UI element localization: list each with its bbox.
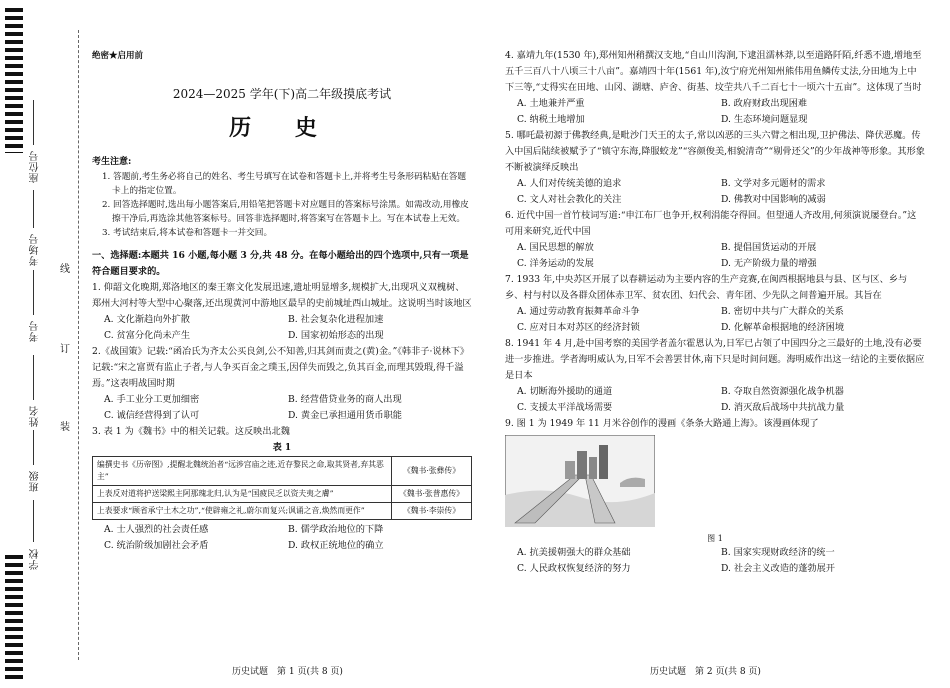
- option-a[interactable]: A. 抗美援朝强大的群众基础: [517, 547, 631, 558]
- option-a[interactable]: A. 手工业分工更加细密: [104, 394, 200, 405]
- option-b[interactable]: B. 夺取自然资源强化战争机器: [721, 386, 844, 397]
- table-row: [93, 503, 472, 520]
- building-shape: [599, 445, 608, 479]
- question-2-stem: 2.《战国策》记载:“函冶氏为齐太公买良剑,公不知善,归其剑而责之(黄)金。”《韩非子·说林下》记载:“宋之富贾有监止子者,与人争买百金之璞玉,因佯失而毁之,负其百金,而理其毁瑕,得千溢焉。”这表明战国时期: [92, 346, 470, 389]
- option-a[interactable]: A. 文化渐趋向外扩散: [104, 314, 190, 325]
- question-2-options: [92, 392, 472, 424]
- binding-strip: [0, 0, 82, 688]
- option-c[interactable]: C. 文人对社会教化的关注: [517, 194, 622, 205]
- building-shape: [577, 451, 587, 479]
- section-heading: 一、选择题:本题共 16 小题,每小题 3 分,共 48 分。在每小题给出的四个选项中,只有一项是符合题目要求的。: [92, 250, 469, 277]
- option-a[interactable]: A. 国民思想的解放: [517, 242, 594, 253]
- field-school-line: [33, 500, 34, 542]
- option-b[interactable]: B. 文学对多元题材的需求: [721, 178, 826, 189]
- table-cell-source: 《魏书·李崇传》: [392, 503, 472, 520]
- cartoon-figure: [505, 435, 655, 527]
- option-d[interactable]: D. 消灭敌后战场中共抗战力量: [721, 402, 845, 413]
- question-9-stem: 9. 图 1 为 1949 年 11 月米谷创作的漫画《条条大路通上海》。该漫画体现了: [505, 418, 819, 429]
- option-d[interactable]: D. 佛教对中国影响的减弱: [721, 194, 826, 205]
- field-seat-label: 座位号: [30, 150, 41, 183]
- field-school-label: 学校: [30, 548, 41, 570]
- question-5-stem: 5. 哪吒最初源于佛教经典,是毗沙门天王的太子,常以凶恶的三头六臂之相出现,卫护佛法、降伏恶魔。传入中国后陆续被赋予了“镇守东海,降服蛟龙”“容颜俊美,相貌清奇”“剔骨还父”的少年战神等形象。其形象不断被演绎反映出: [505, 130, 925, 173]
- option-b[interactable]: B. 经营借贷业务的商人出现: [288, 394, 402, 405]
- figure-caption: 图 1: [707, 534, 723, 543]
- option-c[interactable]: C. 洋务运动的发展: [517, 258, 594, 269]
- option-c[interactable]: C. 纳税土地增加: [517, 114, 585, 125]
- field-class-label: 班级: [30, 470, 41, 492]
- option-c[interactable]: C. 支援太平洋战场需要: [517, 402, 613, 413]
- table-cell-source: 《魏书·张彝传》: [392, 457, 472, 486]
- table-1: [92, 456, 472, 520]
- table-row: [93, 486, 472, 503]
- table-row: [93, 457, 472, 486]
- question-6-stem: 6. 近代中国一首竹枝词写道:“申江布厂也争开,权利涓能夺得回。但望通人齐改用,何须演说屡登台。”这可用来研究,近代中国: [505, 210, 917, 237]
- question-4-stem: 4. 嘉靖九年(1530 年),郑州知州稍撰汉支地,“自山川沟涧,下逮沮濡林莽,以至道路阡陌,纤悉不遗,增地至五千三百八十八顷三十八亩”。嘉靖四十年(1561 年),汝宁府光州知州熊伟用鱼鳞传丈法,分田地为上中下三等,“丈得实在田地、山冈、湖塘、庐舍、街基、坟茔共八千二百七十一顷六十五亩”。这体现了当时: [505, 50, 922, 93]
- option-b[interactable]: B. 社会复杂化进程加速: [288, 314, 384, 325]
- question-3-options: [92, 522, 472, 554]
- table-cell-source: 《魏书·张普惠传》: [392, 486, 472, 503]
- table-cell-text: 上表要求“顾省承宁土木之功”,“使辟雍之礼,蔚尔而复兴;讽诵之音,焕然而更作”: [93, 503, 392, 520]
- building-shape: [565, 461, 575, 479]
- option-a[interactable]: A. 切断海外援助的通道: [517, 386, 613, 397]
- table-cell-text: 上表反对道将护送梁熙主阿那瑰北归,认为是“国疲民乏以资夫夷之膚”: [93, 486, 392, 503]
- notice-item: 3. 考试结束后,将本试卷和答题卡一并交回。: [102, 228, 273, 238]
- barcode-stripes-bottom: [5, 555, 23, 680]
- field-name-line: [33, 355, 34, 400]
- option-b[interactable]: B. 密切中共与广大群众的关系: [721, 306, 844, 317]
- option-a[interactable]: A. 士人强烈的社会责任感: [104, 524, 209, 535]
- notice-heading: 考生注意:: [92, 157, 132, 167]
- option-d[interactable]: D. 黄金已承担通用货币职能: [288, 410, 402, 421]
- field-examno-line: [33, 270, 34, 315]
- exam-title: 2024—2025 学年(下)高二年级摸底考试: [172, 87, 392, 101]
- question-8-stem: 8. 1941 年 4 月,赴中国考察的美国学者盖尔霍恩认为,日军已占领了中国四分之三最好的土地,没有必要进一步推进。学者海明威认为,日军不会善罢甘休,南下只是时间问题。海明威作出这一结论的主要依据应是日本: [505, 338, 925, 381]
- question-3-stem: 3. 表 1 为《魏书》中的相关记载。这反映出北魏: [92, 426, 290, 437]
- question-1-stem: 1. 仰韶文化晚期,郑洛地区的秦王寨文化发展迅速,遗址明显增多,规模扩大,出现巩义双槐树、郑州大河村等大型中心聚落,还出现黄河中游地区最早的史前城址西山城址。这说明当时该地区: [92, 282, 472, 309]
- page-2-column: [505, 48, 925, 577]
- secret-mark: 绝密★启用前: [92, 51, 144, 61]
- option-b[interactable]: B. 国家实现财政经济的统一: [721, 547, 835, 558]
- option-b[interactable]: B. 提倡国货运动的开展: [721, 242, 817, 253]
- building-shape: [589, 457, 597, 479]
- option-a[interactable]: A. 人们对传统美德的追求: [517, 178, 622, 189]
- question-1-options: [92, 312, 472, 344]
- question-4-options: [505, 96, 925, 128]
- question-5-options: [505, 176, 925, 208]
- option-a[interactable]: A. 通过劳动教育振舞革命斗争: [517, 306, 640, 317]
- question-9-options: [505, 545, 925, 577]
- subject-title: 历 史: [229, 115, 335, 141]
- option-d[interactable]: D. 社会主义改造的蓬勃展开: [721, 563, 835, 574]
- question-6-options: [505, 240, 925, 272]
- question-7-options: [505, 304, 925, 336]
- cut-mark-bind: 装: [60, 422, 70, 433]
- page-1-column: [92, 48, 472, 554]
- field-seat-line: [33, 100, 34, 145]
- option-d[interactable]: D. 国家初始形态的出现: [288, 330, 384, 341]
- cut-mark-order: 订: [60, 344, 70, 355]
- option-a[interactable]: A. 土地兼并严重: [517, 98, 585, 109]
- option-d[interactable]: D. 无产阶级力量的增强: [721, 258, 817, 269]
- option-b[interactable]: B. 儒学政治地位的下降: [288, 524, 384, 535]
- table-1-title: 表 1: [272, 443, 292, 453]
- field-name-label: 姓名: [30, 405, 41, 427]
- field-class-line: [33, 430, 34, 465]
- page-1-footer: 历史试题 第 1 页(共 8 页): [232, 667, 343, 677]
- cut-mark-line: 线: [60, 264, 70, 275]
- field-room-line: [33, 190, 34, 228]
- field-examno-label: 考号: [30, 320, 41, 342]
- option-c[interactable]: C. 贫富分化尚未产生: [104, 330, 191, 341]
- option-c[interactable]: C. 人民政权恢复经济的努力: [517, 563, 631, 574]
- option-c[interactable]: C. 统治阶级加剧社会矛盾: [104, 540, 209, 551]
- notice-item: 2. 回答选择题时,选出每小题答案后,用铅笔把答题卡对应题目的答案标号涂黑。如需改动,用橡皮擦干净后,再选涂其他答案标号。回答非选择题时,将答案写在答题卡上。写在本试卷上无效。: [102, 200, 469, 224]
- option-b[interactable]: B. 政府财政出现困难: [721, 98, 808, 109]
- question-7-stem: 7. 1933 年,中央苏区开展了以春耕运动为主要内容的生产竞赛,在闽西根据地县与县、区与区、乡与乡、村与村以及各群众团体赤卫军、贫农团、妇代会、青年团、少先队之间普遍开展。其旨在: [505, 274, 908, 301]
- option-d[interactable]: D. 政权正统地位的确立: [288, 540, 384, 551]
- binding-cut-line: [78, 30, 79, 660]
- barcode-stripes: [5, 8, 23, 153]
- page-2-footer: 历史试题 第 2 页(共 8 页): [650, 667, 761, 677]
- notice-item: 1. 答题前,考生务必将自己的姓名、考生号填写在试卷和答题卡上,并将考生号条形码粘贴在答题卡上的指定位置。: [102, 172, 467, 196]
- table-cell-text: 编撰史书《历帝图》,提醒北魏统治者“远涉宫庙之迹,近存黎民之命,取其贤者,弃其恶主”: [93, 457, 392, 486]
- field-room-label: 考场号: [30, 233, 41, 266]
- question-8-options: [505, 384, 925, 416]
- option-c[interactable]: C. 诚信经营得到了认可: [104, 410, 200, 421]
- option-d[interactable]: D. 生态环境问题显现: [721, 114, 808, 125]
- option-c[interactable]: C. 应对日本对苏区的经济封锁: [517, 322, 640, 333]
- option-d[interactable]: D. 化解革命根据地的经济困境: [721, 322, 845, 333]
